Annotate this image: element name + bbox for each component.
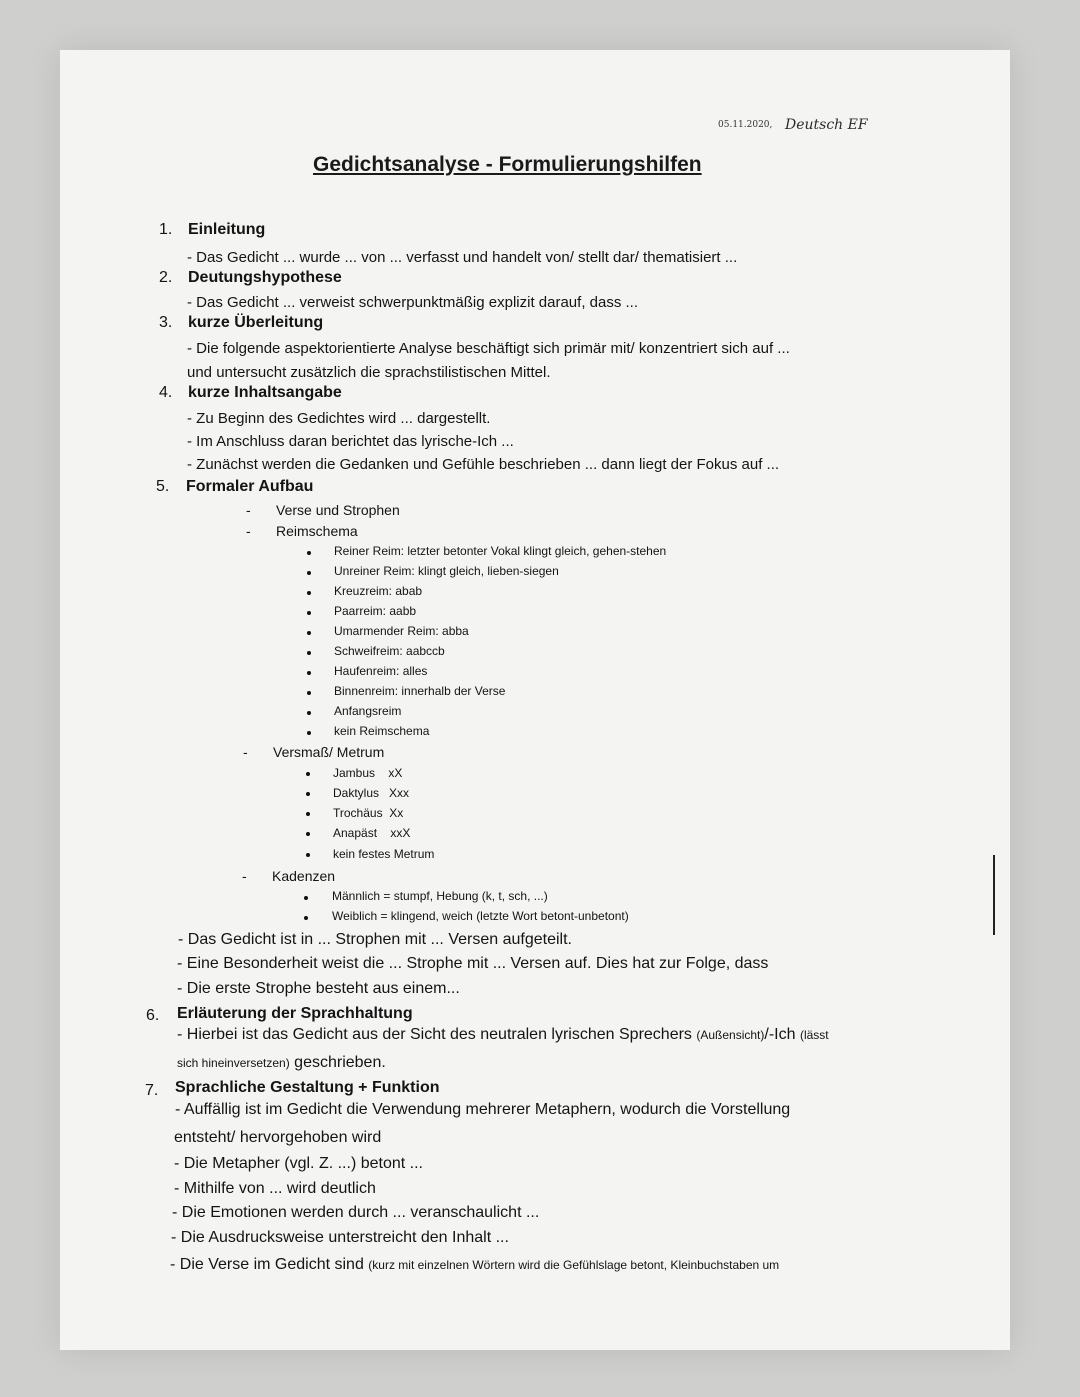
- section-line: - Die Metapher (vgl. Z. ...) betont ...: [174, 1155, 423, 1172]
- bullet-dot: [306, 792, 310, 796]
- list-item: Umarmender Reim: abba: [334, 624, 469, 638]
- section-number: 5.: [156, 478, 170, 495]
- section-line: - Das Gedicht ... verweist schwerpunktmäßig explizit darauf, dass ...: [187, 294, 639, 311]
- dash-marker: -: [246, 502, 251, 518]
- subheading-metrum: Versmaß/ Metrum: [273, 744, 385, 760]
- section-heading: Sprachliche Gestaltung + Funktion: [175, 1079, 440, 1096]
- list-item: Männlich = stumpf, Hebung (k, t, sch, ...): [332, 889, 548, 903]
- text-run-small: (Außensicht): [696, 1028, 765, 1042]
- list-item: Haufenreim: alles: [334, 664, 428, 678]
- list-item: Unreiner Reim: klingt gleich, lieben-siegen: [334, 564, 559, 578]
- list-item: kein festes Metrum: [333, 847, 435, 861]
- section-number: 3.: [159, 314, 173, 331]
- section-number: 2.: [159, 269, 173, 286]
- section-line: - Die folgende aspektorientierte Analyse beschäftigt sich primär mit/ konzentriert sich auf ...: [187, 340, 790, 357]
- text-run: /-Ich: [764, 1026, 800, 1043]
- bullet-dot: [307, 611, 311, 615]
- section-heading: kurze Inhaltsangabe: [188, 384, 342, 401]
- list-item: Anfangsreim: [334, 704, 402, 718]
- text-run-small: sich hineinversetzen): [177, 1056, 290, 1070]
- section-number: 6.: [146, 1007, 160, 1024]
- bullet-dot: [307, 691, 311, 695]
- section-line: entsteht/ hervorgehoben wird: [174, 1129, 382, 1146]
- header-date: 05.11.2020,: [718, 120, 773, 130]
- section-line: - Auffällig ist im Gedicht die Verwendung mehrerer Metaphern, wodurch die Vorstellung: [175, 1101, 791, 1118]
- bullet-dot: [307, 591, 311, 595]
- bullet-dot: [307, 551, 311, 555]
- subheading-kadenzen: Kadenzen: [272, 868, 336, 884]
- section-number: 4.: [159, 384, 173, 401]
- dash-marker: -: [242, 868, 247, 884]
- bullet-dot: [307, 731, 311, 735]
- text-run: - Die Verse im Gedicht sind: [170, 1256, 369, 1273]
- text-run: geschrieben.: [289, 1054, 386, 1071]
- bullet-dot: [306, 772, 310, 776]
- list-item: Weiblich = klingend, weich (letzte Wort betont-unbetont): [332, 909, 629, 923]
- section-line: - Die Emotionen werden durch ... veranschaulicht ...: [172, 1204, 540, 1221]
- bullet-dot: [304, 896, 308, 900]
- section-line: - Die Ausdrucksweise unterstreicht den Inhalt ...: [171, 1229, 509, 1246]
- subheading-reimschema: Reimschema: [276, 523, 358, 539]
- section-line: und untersucht zusätzlich die sprachstilistischen Mittel.: [187, 364, 551, 381]
- margin-mark: [993, 855, 995, 935]
- bullet-dot: [304, 916, 308, 920]
- dash-marker: -: [246, 523, 251, 539]
- section-line: - Eine Besonderheit weist die ... Strophe mit ... Versen auf. Dies hat zur Folge, dass: [177, 955, 769, 972]
- section-number: 7.: [145, 1082, 159, 1099]
- section-line: - Das Gedicht ist in ... Strophen mit ... Versen aufgeteilt.: [178, 931, 572, 948]
- bullet-dot: [306, 812, 310, 816]
- list-item: Paarreim: aabb: [334, 604, 417, 618]
- section-line: - Das Gedicht ... wurde ... von ... verfasst und handelt von/ stellt dar/ thematisiert ...: [187, 249, 738, 266]
- section-heading: Einleitung: [188, 221, 266, 238]
- text-run: - Hierbei ist das Gedicht aus der Sicht des neutralen lyrischen Sprechers: [177, 1026, 697, 1043]
- section-heading: Erläuterung der Sprachhaltung: [177, 1005, 413, 1022]
- list-item: Binnenreim: innerhalb der Verse: [334, 684, 506, 698]
- bullet-dot: [306, 853, 310, 857]
- section-heading: Formaler Aufbau: [186, 478, 314, 495]
- section-number: 1.: [159, 221, 173, 238]
- text-run-small: (lässt: [799, 1028, 829, 1042]
- list-item: Anapäst xxX: [333, 826, 411, 840]
- bullet-dot: [307, 671, 311, 675]
- dash-marker: -: [243, 744, 248, 760]
- list-item: kein Reimschema: [334, 724, 430, 738]
- list-item: Jambus xX: [333, 766, 403, 780]
- list-item: Daktylus Xxx: [333, 786, 410, 800]
- section-line: - Die erste Strophe besteht aus einem...: [177, 980, 460, 997]
- section-line: - Zu Beginn des Gedichtes wird ... dargestellt.: [187, 410, 491, 427]
- list-item: Schweifreim: aabccb: [334, 644, 445, 658]
- header-subject: Deutsch EF: [785, 117, 868, 133]
- section-line: - Im Anschluss daran berichtet das lyrische-Ich ...: [187, 433, 514, 450]
- list-item: Reiner Reim: letzter betonter Vokal klingt gleich, gehen-stehen: [334, 544, 667, 558]
- page-title: Gedichtsanalyse - Formulierungshilfen: [313, 153, 702, 176]
- list-item: Kreuzreim: abab: [334, 584, 423, 598]
- section-line: [170, 1256, 779, 1274]
- section-line: [177, 1026, 829, 1044]
- bullet-dot: [307, 651, 311, 655]
- bullet-dot: [307, 571, 311, 575]
- section-line: - Mithilfe von ... wird deutlich: [174, 1180, 376, 1197]
- subheading-verse: Verse und Strophen: [276, 502, 400, 518]
- bullet-dot: [306, 832, 310, 836]
- text-run-small: (kurz mit einzelnen Wörtern wird die Gefühlslage betont, Kleinbuchstaben um: [368, 1258, 780, 1272]
- bullet-dot: [307, 631, 311, 635]
- section-heading: Deutungshypothese: [188, 269, 342, 286]
- bullet-dot: [307, 711, 311, 715]
- section-line: - Zunächst werden die Gedanken und Gefühle beschrieben ... dann liegt der Fokus auf ...: [187, 456, 780, 473]
- section-line: [177, 1054, 386, 1072]
- list-item: Trochäus Xx: [333, 806, 404, 820]
- section-heading: kurze Überleitung: [188, 314, 324, 331]
